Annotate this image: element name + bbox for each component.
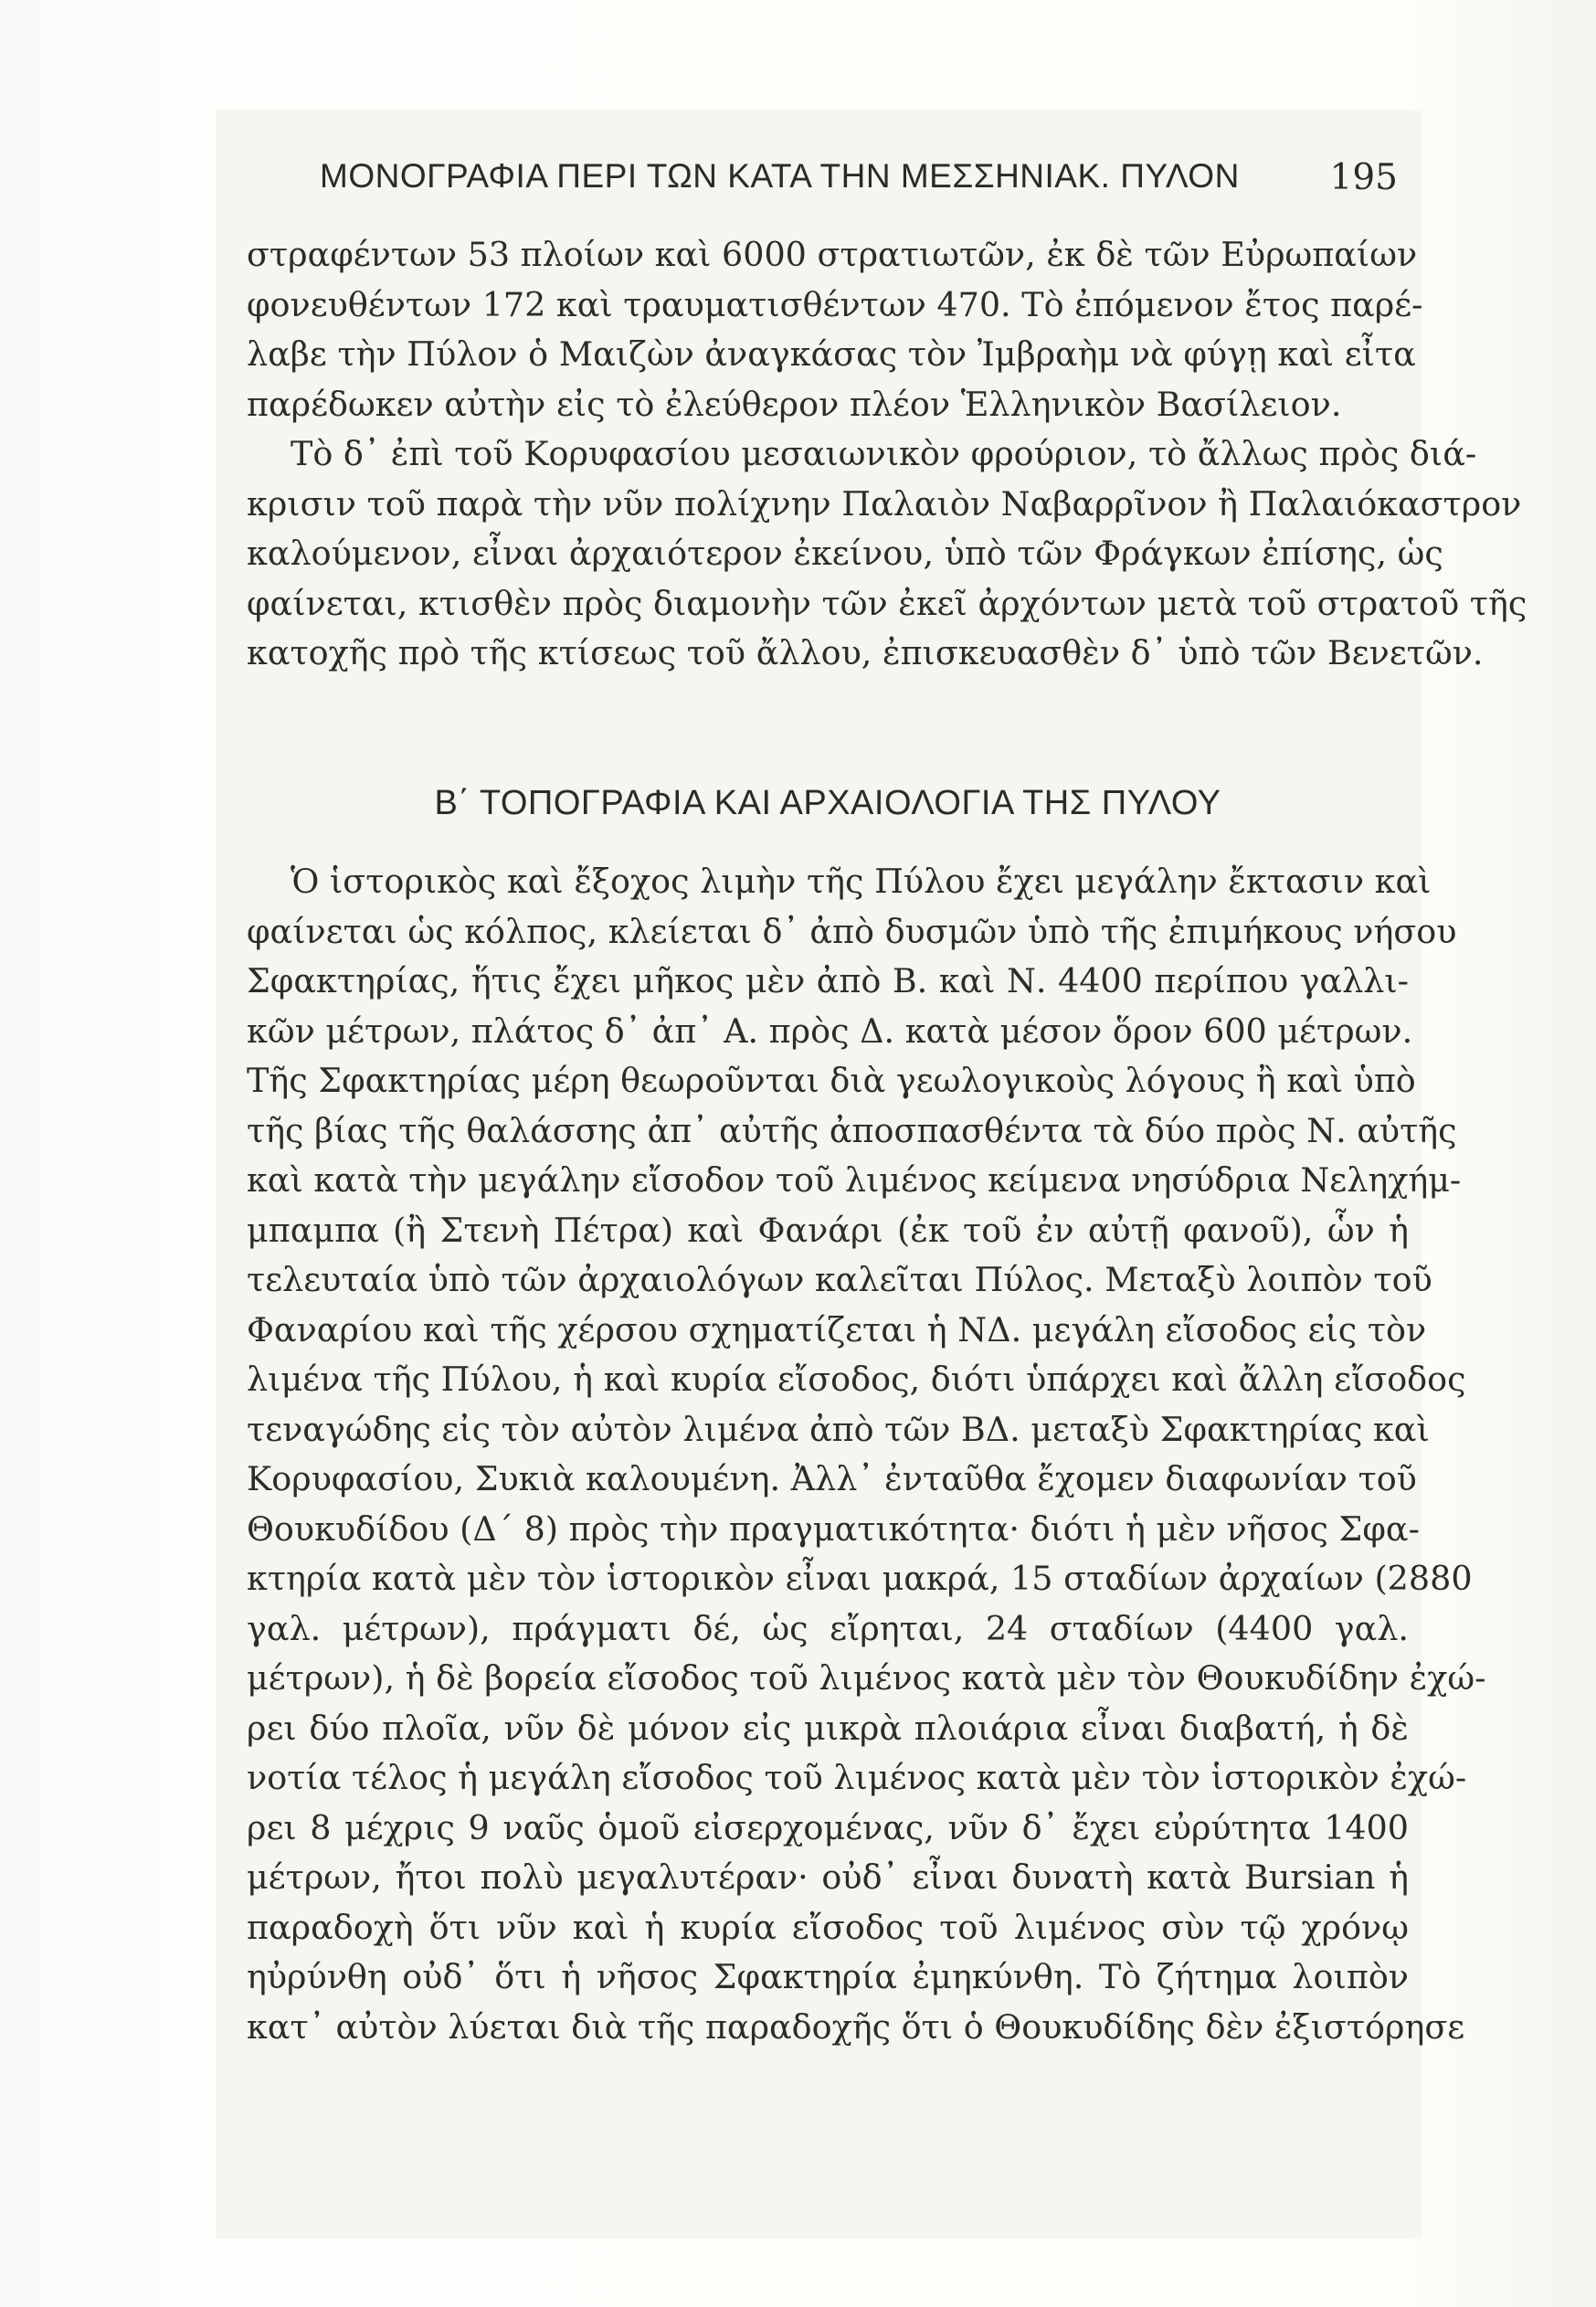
text-line: Θουκυδίδου (Δ΄ 8) πρὸς τὴν πραγματικότητα· διότι ἡ μὲν νῆσος Σφα- xyxy=(247,1508,1420,1549)
text-line: Σφακτηρίας, ἥτις ἔχει μῆκος μὲν ἀπὸ Β. καὶ Ν. 4400 περίπου γαλλι- xyxy=(247,961,1409,1000)
text-line: λιμένα τῆς Πύλου, ἡ καὶ κυρία εἴσοδος, διότι ὑπάρχει καὶ ἄλλη εἴσοδος xyxy=(247,1360,1466,1399)
text-line: τελευταία ὑπὸ τῶν ἀρχαιολόγων καλεῖται Πύλος. Μεταξὺ λοιπὸν τοῦ xyxy=(247,1260,1432,1299)
text-line: παρέδωκεν αὐτὴν εἰς τὸ ἐλεύθερον πλέον Ἑλληνικὸν Βασίλειον. xyxy=(247,384,1342,424)
text-line: μέτρων), ἡ δὲ βορεία εἴσοδος τοῦ λιμένος κατὰ μὲν τὸν Θουκυδίδην ἐχώ- xyxy=(247,1658,1486,1698)
text-line: κρισιν τοῦ παρὰ τὴν νῦν πολίχνην Παλαιὸν Ναβαρρῖνον ἢ Παλαιόκαστρον xyxy=(247,483,1522,524)
text-line: νοτία τέλος ἡ μεγάλη εἴσοδος τοῦ λιμένος κατὰ μὲν τὸν ἱστορικὸν ἐχώ- xyxy=(247,1758,1467,1797)
text-line: Φαναρίου καὶ τῆς χέρσου σχηματίζεται ἡ ΝΔ. μεγάλη εἴσοδος εἰς τὸν xyxy=(247,1309,1427,1349)
text-line: κῶν μέτρων, πλάτος δ᾽ ἀπ᾽ Α. πρὸς Δ. κατὰ μέσον ὅρον 600 μέτρων. xyxy=(247,1011,1413,1051)
section-heading: Β΄ ΤΟΠΟΓΡΑΦΙΑ ΚΑΙ ΑΡΧΑΙΟΛΟΓΙΑ ΤΗΣ ΠΥΛΟΥ xyxy=(434,784,1221,822)
text-line: γαλ. μέτρων), πράγματι δέ, ὡς εἴρηται, 24 σταδίων (4400 γαλ. xyxy=(247,1608,1409,1648)
text-line: ηὐρύνθη οὐδ᾽ ὅτι ἡ νῆσος Σφακτηρία ἐμηκύνθη. Τὸ ζήτημα λοιπὸν xyxy=(247,1957,1409,1996)
page-number: 195 xyxy=(1329,157,1398,198)
text-line: Κορυφασίου, Συκιὰ καλουμένη. Ἀλλ᾽ ἐνταῦθα ἔχομεν διαφωνίαν τοῦ xyxy=(247,1459,1417,1498)
text-line: μέτρων, ἤτοι πολὺ μεγαλυτέραν· οὐδ᾽ εἶναι δυνατὴ κατὰ Bursian ἡ xyxy=(247,1857,1409,1897)
paragraph-block-2 xyxy=(247,857,1486,2052)
text-line: καλούμενον, εἶναι ἀρχαιότερον ἐκείνου, ὑπὸ τῶν Φράγκων ἐπίσης, ὡς xyxy=(247,534,1443,573)
text-line: Ὁ ἱστορικὸς καὶ ἔξοχος λιμὴν τῆς Πύλου ἔχει μεγάλην ἔκτασιν καὶ xyxy=(291,862,1432,901)
text-line: ρει δύο πλοῖα, νῦν δὲ μόνον εἰς μικρὰ πλοιάρια εἶναι διαβατή, ἡ δὲ xyxy=(247,1708,1409,1748)
text-line: φονευθέντων 172 καὶ τραυματισθέντων 470. Τὸ ἐπόμενον ἔτος παρέ- xyxy=(247,284,1423,324)
text-line: κατοχῆς πρὸ τῆς κτίσεως τοῦ ἄλλου, ἐπισκευασθὲν δ᾽ ὑπὸ τῶν Βενετῶν. xyxy=(247,633,1484,672)
running-header xyxy=(320,157,1398,203)
text-line: κτηρία κατὰ μὲν τὸν ἱστορικὸν εἶναι μακρά, 15 σταδίων ἀρχαίων (2880 xyxy=(247,1559,1473,1598)
text-line: τῆς βίας τῆς θαλάσσης ἀπ᾽ αὐτῆς ἀποσπασθέντα τὰ δύο πρὸς Ν. αὐτῆς xyxy=(247,1110,1457,1150)
text-line: παραδοχὴ ὅτι νῦν καὶ ἡ κυρία εἴσοδος τοῦ λιμένος σὺν τῷ χρόνῳ xyxy=(247,1907,1409,1947)
paragraph-block-1 xyxy=(247,230,1527,679)
text-line: ρει 8 μέχρις 9 ναῦς ὁμοῦ εἰσερχομένας, νῦν δ᾽ ἔχει εὐρύτητα 1400 xyxy=(247,1807,1409,1847)
text-line: Τῆς Σφακτηρίας μέρη θεωροῦνται διὰ γεωλογικοὺς λόγους ἢ καὶ ὑπὸ xyxy=(247,1061,1416,1100)
text-line: λαβε τὴν Πύλον ὁ Μαιζὼν ἀναγκάσας τὸν Ἰμβραὴμ νὰ φύγῃ καὶ εἶτα xyxy=(247,334,1416,374)
text-line: μπαμπα (ἢ Στενὴ Πέτρα) καὶ Φανάρι (ἐκ τοῦ ἐν αὐτῇ φανοῦ), ὧν ἡ xyxy=(247,1210,1409,1250)
text-line: καὶ κατὰ τὴν μεγάλην εἴσοδον τοῦ λιμένος κείμενα νησύδρια Νεληχήμ- xyxy=(247,1160,1462,1200)
text-line: φαίνεται ὡς κόλπος, κλείεται δ᾽ ἀπὸ δυσμῶν ὑπὸ τῆς ἐπιμήκους νήσου xyxy=(247,911,1457,951)
text-line: Τὸ δ᾽ ἐπὶ τοῦ Κορυφασίου μεσαιωνικὸν φρούριον, τὸ ἄλλως πρὸς διά- xyxy=(291,434,1477,473)
text-line: κατ᾽ αὐτὸν λύεται διὰ τῆς παραδοχῆς ὅτι ὁ Θουκυδίδης δὲν ἐξιστόρησε xyxy=(247,2006,1465,2047)
text-line: στραφέντων 53 πλοίων καὶ 6000 στρατιωτῶν, ἐκ δὲ τῶν Εὐρωπαίων xyxy=(247,235,1418,274)
running-title: ΜΟΝΟΓΡΑΦΙΑ ΠΕΡΙ ΤΩΝ ΚΑΤΑ ΤΗΝ ΜΕΣΣΗΝΙΑΚ. ΠΥΛΟΝ xyxy=(320,157,1240,195)
text-line: τεναγώδης εἰς τὸν αὐτὸν λιμένα ἀπὸ τῶν ΒΔ. μεταξὺ Σφακτηρίας καὶ xyxy=(247,1409,1430,1449)
text-line: φαίνεται, κτισθὲν πρὸς διαμονὴν τῶν ἐκεῖ ἀρχόντων μετὰ τοῦ στρατοῦ τῆς xyxy=(247,583,1527,623)
